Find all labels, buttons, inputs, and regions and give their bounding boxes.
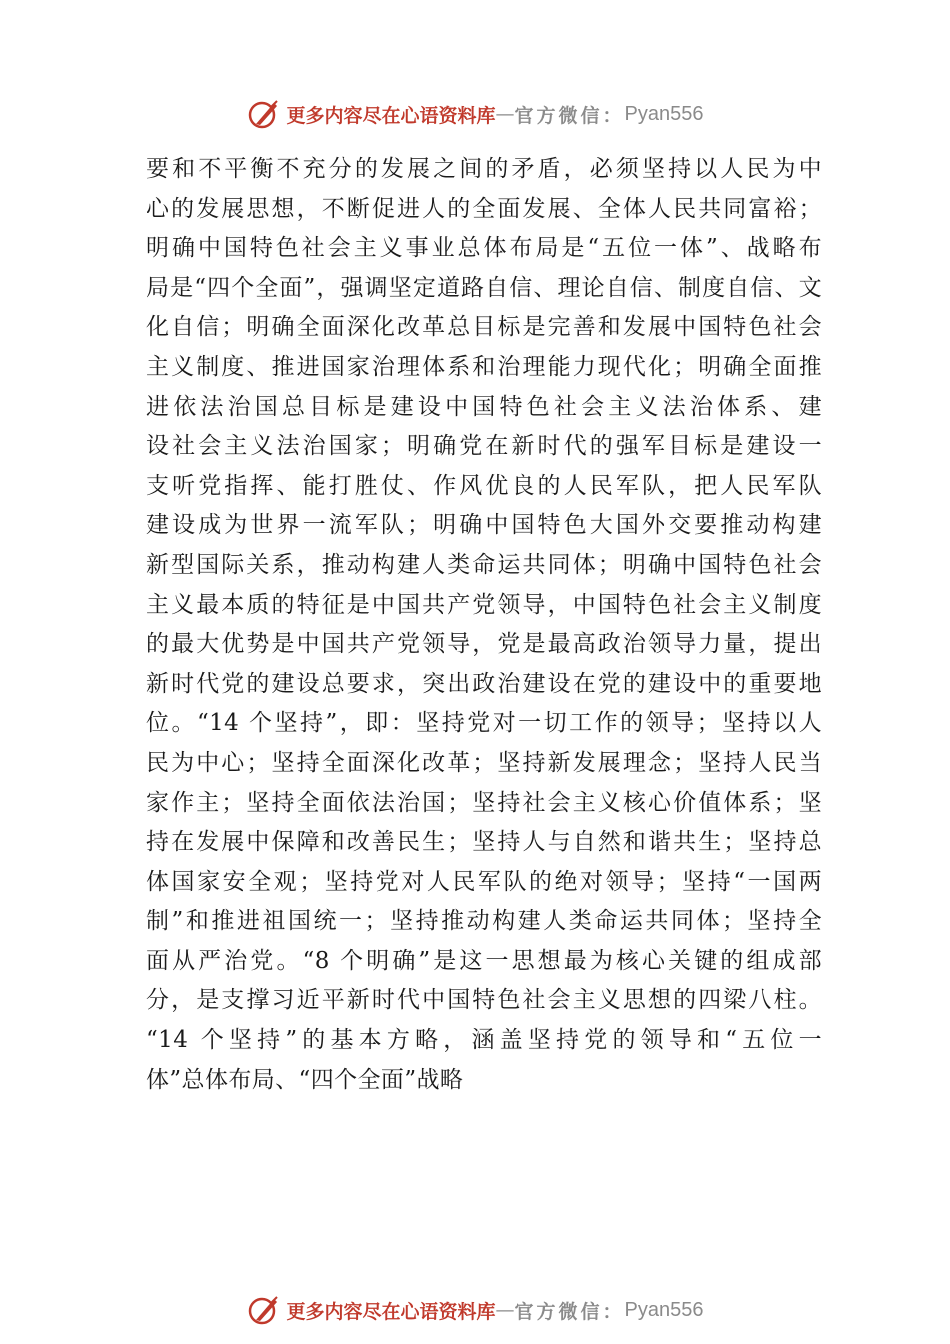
body-line: 面从严治党。“8 个明确”是这一思想最为核心关键的组成部 [146, 947, 822, 974]
body-line: 主义最本质的特征是中国共产党领导，中国特色社会主义制度 [146, 591, 822, 618]
body-line: 建设成为世界一流军队；明确中国特色大国外交要推动构建 [146, 512, 822, 539]
watermark-dash: — [495, 103, 515, 125]
body-line: 心的发展思想，不断促进人的全面发展、全体人民共同富裕； [146, 195, 822, 222]
watermark-wechat-label: 官方微信： [514, 1300, 625, 1323]
body-line: 制”和推进祖国统一；坚持推动构建人类命运共同体；坚持全 [146, 908, 822, 935]
body-line: 位。“14 个坚持”，即：坚持党对一切工作的领导；坚持以人 [146, 710, 822, 737]
body-line: 民为中心；坚持全面深化改革；坚持新发展理念；坚持人民当 [146, 749, 822, 776]
body-line: 主义制度、推进国家治理体系和治理能力现代化；明确全面推 [146, 353, 822, 380]
document-body [146, 150, 822, 1100]
footer-watermark [0, 1290, 950, 1330]
header-watermark [0, 94, 950, 134]
watermark-dash: — [495, 1299, 515, 1321]
body-line: 的最大优势是中国共产党领导，党是最高政治领导力量，提出 [146, 631, 822, 658]
watermark-wechat-id: Pyan556 [624, 1298, 704, 1321]
body-line: 新时代党的建设总要求，突出政治建设在党的建设中的重要地 [146, 670, 822, 697]
body-line: 分，是支撑习近平新时代中国特色社会主义思想的四梁八柱。 [146, 987, 822, 1014]
body-line: 体”总体布局、“四个全面”战略 [146, 1066, 464, 1093]
body-line: 支听党指挥、能打胜仗、作风优良的人民军队，把人民军队 [146, 472, 822, 499]
body-line: 局是“四个全面”，强调坚定道路自信、理论自信、制度自信、文 [146, 274, 822, 301]
watermark-wechat-label: 官方微信： [514, 104, 625, 127]
body-line: 明确中国特色社会主义事业总体布局是“五位一体”、战略布 [146, 235, 822, 262]
body-line: 进依法治国总目标是建设中国特色社会主义法治体系、建 [146, 393, 822, 420]
watermark-site-text: 更多内容尽在心语资料库 [286, 104, 496, 127]
body-line: 持在发展中保障和改善民生；坚持人与自然和谐共生；坚持总 [146, 829, 822, 856]
watermark-wechat-id: Pyan556 [624, 102, 704, 125]
body-line: “14 个坚持”的基本方略，涵盖坚持党的领导和“五位一 [146, 1027, 822, 1054]
body-line: 化自信；明确全面深化改革总目标是完善和发展中国特色社会 [146, 314, 822, 341]
body-line: 家作主；坚持全面依法治国；坚持社会主义核心价值体系；坚 [146, 789, 822, 816]
body-line: 体国家安全观；坚持党对人民军队的绝对领导；坚持“一国两 [146, 868, 822, 895]
body-line: 要和不平衡不充分的发展之间的矛盾，必须坚持以人民为中 [146, 156, 822, 182]
quill-pen-circle-icon [247, 1293, 281, 1327]
body-line: 新型国际关系，推动构建人类命运共同体；明确中国特色社会 [146, 551, 822, 578]
quill-pen-circle-icon [247, 97, 281, 131]
body-line: 设社会主义法治国家；明确党在新时代的强军目标是建设一 [146, 433, 822, 460]
watermark-site-text: 更多内容尽在心语资料库 [286, 1300, 496, 1323]
